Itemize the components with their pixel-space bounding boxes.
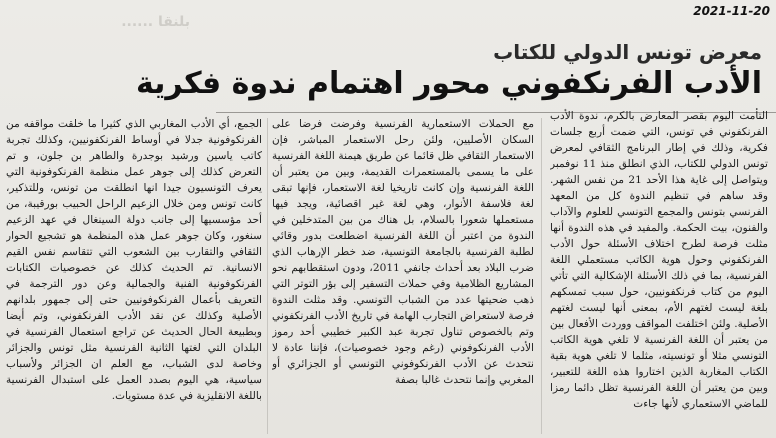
article-column-left — [6, 116, 262, 438]
article-column-right — [550, 108, 768, 438]
column-right-text: التأمت اليوم بقصر المعارض بالكرم، ندوة الأدب الفرنكفوني في تونس، التي ضمت أربع جلسات فكرية، وذلك في إطار البرنامج الثقافي لمعرض تونس الدولي للكتاب، الذي انطلق منذ 11 نوفمبر ويتواصل إلى غاية هذا الأحد 21 من نفس الشهر. وقد ساهم في تنظيم الندوة كل من المعهد الفرنسي بتونس والمجمع التونسي للعلوم والآداب والفنون، بيت الحكمة. والمفيد في هذه الندوة أنها مثلت فرصة لطرح اختلاف الأسئلة حول الأدب الفرنكفوني وحول هوية الكاتب مستعملي اللغة الفرنسية، بما في ذلك الأسئلة الإشكالية التي تأتي اليوم من كتاب فرنكفونيين، حول سبب تمسكهم بلغة ليست لغتهم الأم، بمعنى أنها ليست لغتهم الأصلية. ولئن اختلفت المواقف ووردت الأفعال بين من يعتبر أن اللغة الفرنسية لا تلغي هوية الكاتب التونسي مثلا أو تونسيته، مثلما لا تلغي هوية بقية الكتاب المغاربة الذين اختاروا هذه اللغة للتعبير، وبين من يعتبر أن اللغة الفرنسية تظل دائما رمزا للماضي الاستعماري لأنها جاءت — [550, 110, 768, 410]
article-column-middle — [272, 116, 534, 438]
article-kicker: معرض تونس الدولي للكتاب — [493, 40, 762, 64]
column-left-text: الجمع، أي الأدب المغاربي الذي كثيرا ما خلقت مواقفه من الفرنكوفونية جدلا في أوساط الفرنكفونيين، وكذلك تجربة كاتب ياسين ورشيد بوجدرة والطاهر بن جلون، و تم التعرض كذلك إلى جوهر عمل منظمة الفرنكوفونية التي يعرف التونسيون جيدا انها انطلقت من تونس، وللتذكير، كانت تونس ومن خلال الزعيم الراحل الحبيب بورقيبة، من أحد مؤسسيها إلى جانب دولة السينغال في عهد الزعيم سنغور، وكان جوهر عمل هذه المنظمة هو تشجيع الحوار الثقافي والتقارب بين الشعوب التي تتقاسم نفس القيم الانسانية. تم الحديث كذلك عن خصوصيات الكتابات الفرنكوفونية الفنية والجمالية وعن دور الترجمة في التعريف بأعمال الفرنكوفونيين حتى إلى جمهور بلدانهم الأصلية وكذلك عن نقد الأدب الفرنكفوني، وتم أيضا وبطبيعة الحال الحديث عن تراجع استعمال الفرنسية في البلدان التي لغتها الثانية الفرنسية مثل تونس والجزائر وخاصة لدى الشباب، مع العلم ان الجزائر ولأسباب سياسية، هي اليوم بصدد العمل على استبدال الفرنسية باللغة الانقليزية في عدة مستويات. — [6, 118, 262, 402]
publication-date: 2021-11-20 — [693, 4, 770, 18]
column-middle-text: مع الحملات الاستعمارية الفرنسية وفرضت فرضا على السكان الأصليين، ولئن رحل الاستعمار المباشر، فإن الاستعمار الثقافي ظل قائما عن طريق هيمنة اللغة الفرنسية على ما يسمى بالمستعمرات القديمة، وبين من يعتبر أن اللغة الفرنسية وإن كانت تاريخيا لغة الاستعمار، فإنها تبقى لغة فلاسفة الأنوار، وهي لغة غير اقصائية، ويجد فيها مستعملها شعورا بالسلام، بل هناك من بين المتدخلين في الندوة من اعتبر أن اللغة الفرنسية اضطلعت بدور وقائي لطلبة الفرنسية بالجامعة التونسية، ضد خطر الإرهاب الذي ضرب البلاد بعد أحداث جانفي 2011، ودون استقطابهم نحو المشاريع الظلامية وفي حملات التسفير إلى بؤر التوتر التي ذهب ضحيتها عدد من الشباب التونسي. وقد مثلت الندوة فرصة لاستعراض التجارب الهامة في تاريخ الأدب الفرنكفوني وتم بالخصوص تناول تجربة عبد الكبير خطيبي أحد رموز الأدب الفرنكوفوني (رغم وجود خصوصيات)، فإننا عادة لا نتحدث عن الأدب الفرنكوفوني التونسي أو الجزائري أو المغربي وإنما نتحدث غالبا بصفة — [272, 118, 534, 386]
column-divider — [267, 118, 268, 434]
column-divider — [541, 118, 542, 434]
faded-adjacent-headline: بلنقا ...... — [121, 14, 190, 30]
article-headline: الأدب الفرنكفوني محور اهتمام ندوة فكرية — [135, 66, 762, 101]
